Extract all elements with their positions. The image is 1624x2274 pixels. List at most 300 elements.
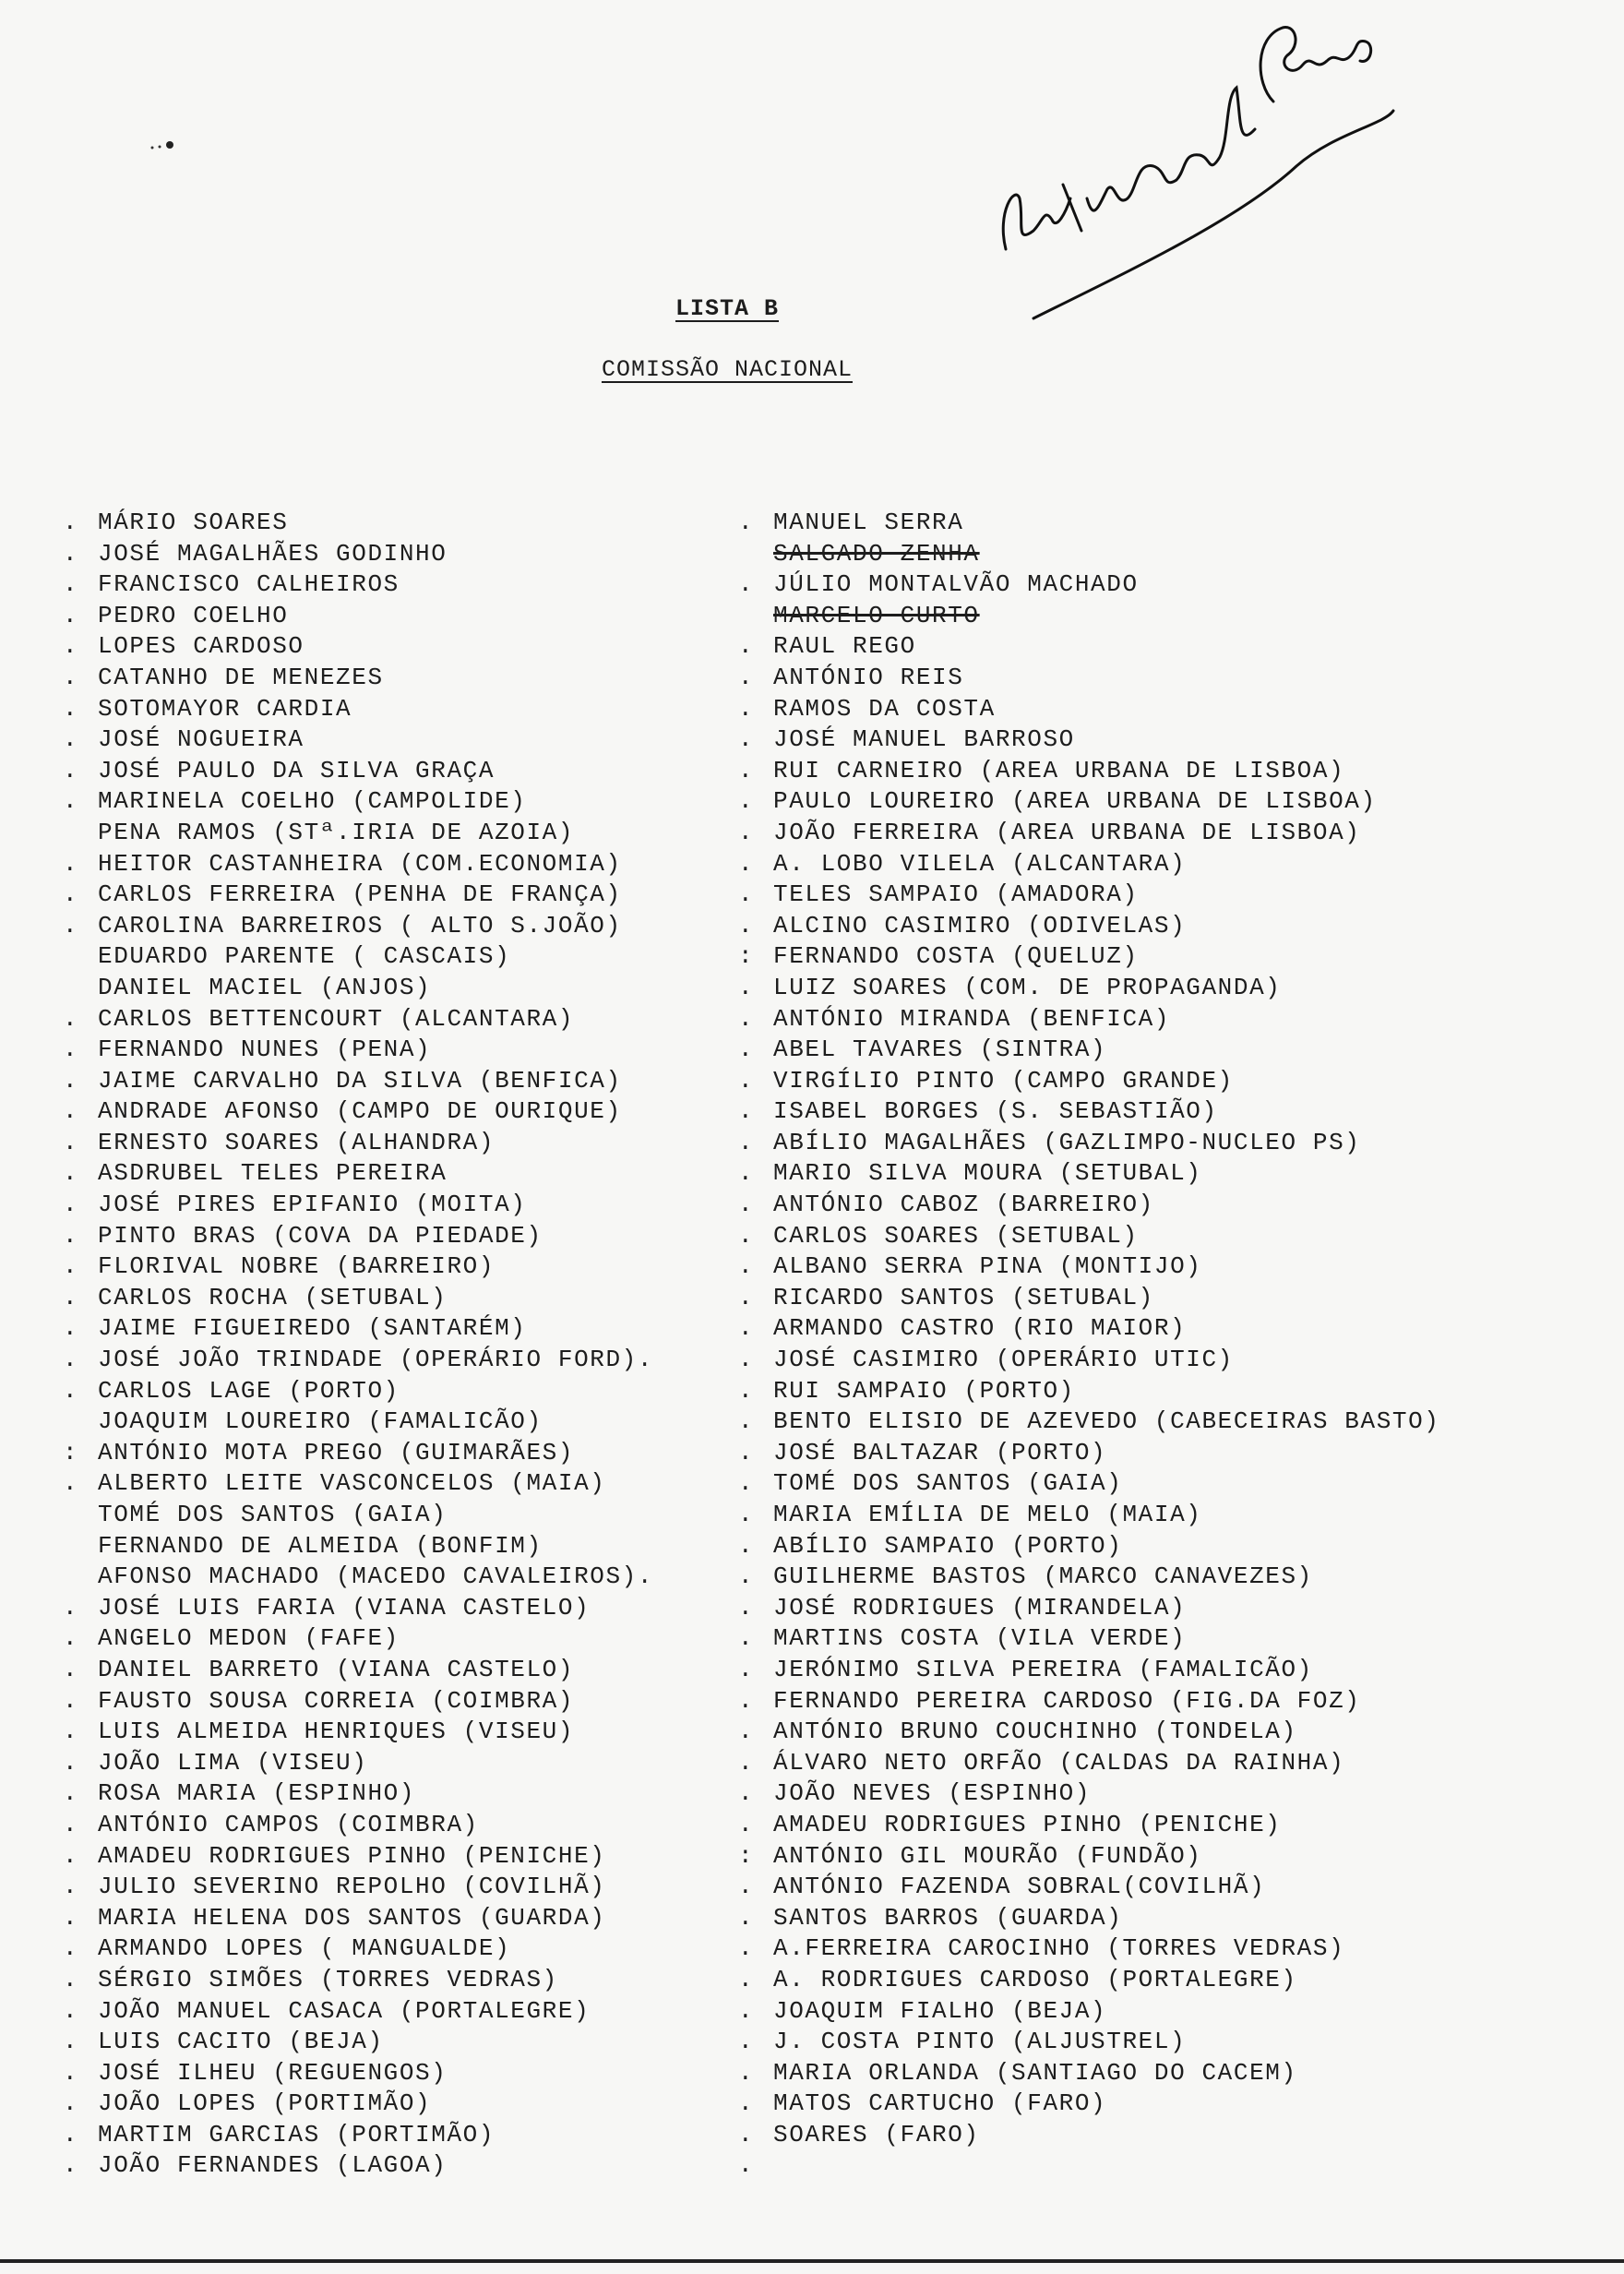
bullet-mark: . bbox=[738, 1469, 755, 1498]
member-name: TOMÉ DOS SANTOS (GAIA) bbox=[98, 1501, 448, 1528]
member-name: TELES SAMPAIO (AMADORA) bbox=[773, 880, 1139, 909]
bullet-mark: . bbox=[738, 1531, 755, 1560]
list-item bbox=[738, 1593, 1596, 1624]
list-item bbox=[738, 786, 1596, 818]
list-item bbox=[63, 1406, 736, 1438]
member-name: ABÍLIO SAMPAIO (PORTO) bbox=[773, 1531, 1123, 1560]
member-name: ANGELO MEDON (FAFE) bbox=[98, 1624, 400, 1653]
list-item bbox=[63, 1096, 736, 1128]
list-item bbox=[738, 1562, 1596, 1593]
bullet-mark: . bbox=[738, 1035, 755, 1064]
bullet-mark: . bbox=[738, 756, 755, 784]
list-item bbox=[63, 1841, 736, 1873]
list-item bbox=[63, 1500, 736, 1531]
bullet-mark: . bbox=[63, 509, 79, 536]
member-name: ANTÓNIO REIS bbox=[773, 663, 964, 691]
list-item bbox=[63, 1965, 736, 1996]
bullet-mark: . bbox=[738, 973, 755, 1001]
bullet-mark: . bbox=[738, 694, 755, 723]
bullet-mark: . bbox=[738, 1593, 755, 1622]
bullet-mark: . bbox=[738, 1159, 755, 1188]
bullet-mark: . bbox=[63, 601, 79, 629]
member-name: RAMOS DA COSTA bbox=[773, 694, 996, 723]
list-item bbox=[738, 663, 1596, 694]
member-name: FERNANDO COSTA (QUELUZ) bbox=[773, 942, 1139, 971]
list-item bbox=[63, 880, 736, 911]
member-name: JULIO SEVERINO REPOLHO (COVILHÃ) bbox=[98, 1873, 606, 1901]
member-name: ALBERTO LEITE VASCONCELOS (MAIA) bbox=[98, 1469, 606, 1498]
list-item bbox=[738, 1406, 1596, 1438]
member-name: CARLOS ROCHA (SETUBAL) bbox=[98, 1283, 448, 1311]
list-item bbox=[738, 1158, 1596, 1190]
member-name: LUIS CACITO (BEJA) bbox=[98, 2028, 384, 2056]
bullet-mark: . bbox=[63, 1996, 79, 2025]
member-name: LUIS ALMEIDA HENRIQUES (VISEU) bbox=[98, 1717, 575, 1746]
bullet-mark: . bbox=[63, 1934, 79, 1963]
member-name: RUI SAMPAIO (PORTO) bbox=[773, 1376, 1075, 1405]
list-item bbox=[63, 1313, 736, 1345]
member-name: MÁRIO SOARES bbox=[98, 509, 289, 536]
list-item bbox=[738, 849, 1596, 880]
bullet-mark: . bbox=[738, 2120, 755, 2148]
member-name: RAUL REGO bbox=[773, 632, 916, 661]
bullet-mark: . bbox=[738, 1097, 755, 1126]
list-item bbox=[63, 1035, 736, 1066]
member-name: AMADEU RODRIGUES PINHO (PENICHE) bbox=[773, 1810, 1282, 1838]
bullet-mark: : bbox=[738, 1841, 755, 1870]
bullet-mark: . bbox=[63, 1159, 79, 1188]
bullet-mark: . bbox=[63, 570, 79, 599]
member-name: ROSA MARIA (ESPINHO) bbox=[98, 1779, 416, 1808]
list-item bbox=[738, 1748, 1596, 1779]
bullet-mark: . bbox=[738, 570, 755, 599]
list-item bbox=[63, 756, 736, 787]
bullet-mark: . bbox=[63, 725, 79, 754]
bullet-mark: . bbox=[63, 1779, 79, 1808]
list-item bbox=[63, 1438, 736, 1469]
list-item bbox=[63, 2058, 736, 2089]
list-item bbox=[63, 1933, 736, 1965]
bullet-mark: . bbox=[63, 2120, 79, 2148]
list-item bbox=[738, 941, 1596, 973]
list-item bbox=[63, 1655, 736, 1686]
list-item bbox=[63, 941, 736, 973]
bullet-mark: . bbox=[738, 911, 755, 940]
member-name: CARLOS LAGE (PORTO) bbox=[98, 1376, 400, 1405]
list-item bbox=[63, 1190, 736, 1221]
bullet-mark: . bbox=[63, 539, 79, 568]
bullet-mark: . bbox=[63, 1191, 79, 1219]
list-item bbox=[63, 508, 736, 539]
member-name: JERÓNIMO SILVA PEREIRA (FAMALICÃO) bbox=[773, 1655, 1313, 1683]
member-name: SOARES (FARO) bbox=[773, 2120, 980, 2148]
bullet-mark: . bbox=[738, 1873, 755, 1901]
bullet-mark: . bbox=[738, 787, 755, 816]
member-name: ISABEL BORGES (S. SEBASTIÃO) bbox=[773, 1097, 1218, 1126]
member-name: JOSÉ LUIS FARIA (VIANA CASTELO) bbox=[98, 1593, 591, 1622]
member-name: FERNANDO NUNES (PENA) bbox=[98, 1035, 432, 1064]
bullet-mark: . bbox=[63, 1593, 79, 1622]
bullet-mark: . bbox=[63, 1346, 79, 1374]
bullet-mark: . bbox=[63, 663, 79, 691]
list-item bbox=[63, 2120, 736, 2151]
bullet-mark: . bbox=[738, 1346, 755, 1374]
bullet-mark: . bbox=[63, 880, 79, 909]
member-name: AFONSO MACHADO (MACEDO CAVALEIROS). bbox=[98, 1562, 654, 1591]
list-item bbox=[63, 1748, 736, 1779]
list-item bbox=[63, 1872, 736, 1903]
bullet-mark: . bbox=[63, 1655, 79, 1683]
member-name: GUILHERME BASTOS (MARCO CANAVEZES) bbox=[773, 1562, 1313, 1591]
member-name: PINTO BRAS (COVA DA PIEDADE) bbox=[98, 1221, 543, 1250]
member-name: FRANCISCO CALHEIROS bbox=[98, 570, 400, 599]
list-item bbox=[63, 1686, 736, 1717]
list-item bbox=[63, 1251, 736, 1283]
list-item bbox=[738, 631, 1596, 663]
bullet-mark: . bbox=[738, 2028, 755, 2056]
member-name: MARTIM GARCIAS (PORTIMÃO) bbox=[98, 2120, 496, 2148]
bullet-mark: . bbox=[738, 1965, 755, 1993]
member-name: CAROLINA BARREIROS ( ALTO S.JOÃO) bbox=[98, 911, 622, 940]
member-name: BENTO ELISIO DE AZEVEDO (CABECEIRAS BASTO) bbox=[773, 1407, 1440, 1436]
member-name: SANTOS BARROS (GUARDA) bbox=[773, 1903, 1123, 1932]
list-item bbox=[738, 1221, 1596, 1252]
list-item bbox=[63, 849, 736, 880]
member-name: RUI CARNEIRO (AREA URBANA DE LISBOA) bbox=[773, 756, 1345, 784]
member-name: ABEL TAVARES (SINTRA) bbox=[773, 1035, 1107, 1064]
list-item bbox=[738, 1313, 1596, 1345]
member-name: A. LOBO VILELA (ALCANTARA) bbox=[773, 849, 1187, 878]
bullet-mark: . bbox=[738, 2058, 755, 2087]
member-name: DANIEL MACIEL (ANJOS) bbox=[98, 973, 432, 1001]
bullet-mark: . bbox=[738, 1903, 755, 1932]
member-name: ANTÓNIO CABOZ (BARREIRO) bbox=[773, 1191, 1154, 1219]
member-name: MARTINS COSTA (VILA VERDE) bbox=[773, 1624, 1187, 1653]
bullet-mark: . bbox=[738, 1252, 755, 1281]
member-name: CARLOS FERREIRA (PENHA DE FRANÇA) bbox=[98, 880, 622, 909]
bullet-mark: . bbox=[738, 1283, 755, 1311]
member-name: DANIEL BARRETO (VIANA CASTELO) bbox=[98, 1655, 575, 1683]
bullet-mark: . bbox=[738, 1779, 755, 1808]
bullet-mark: . bbox=[738, 1624, 755, 1653]
bullet-mark: . bbox=[738, 2089, 755, 2118]
list-item bbox=[738, 1655, 1596, 1686]
bullet-mark: . bbox=[738, 1934, 755, 1963]
list-item bbox=[738, 1872, 1596, 1903]
bullet-mark: . bbox=[63, 1035, 79, 1064]
list-item bbox=[738, 1717, 1596, 1748]
member-name: ANTÓNIO CAMPOS (COIMBRA) bbox=[98, 1810, 479, 1838]
member-name: ANTÓNIO MOTA PREGO (GUIMARÃES) bbox=[98, 1438, 575, 1466]
member-name: MANUEL SERRA bbox=[773, 509, 964, 536]
member-name: FAUSTO SOUSA CORREIA (COIMBRA) bbox=[98, 1686, 575, 1715]
list-item bbox=[63, 911, 736, 942]
list-item bbox=[738, 2150, 1596, 2182]
member-name: MARIA EMÍLIA DE MELO (MAIA) bbox=[773, 1501, 1202, 1528]
member-name: AMADEU RODRIGUES PINHO (PENICHE) bbox=[98, 1841, 606, 1870]
list-item bbox=[738, 1190, 1596, 1221]
member-name: A.FERREIRA CAROCINHO (TORRES VEDRAS) bbox=[773, 1934, 1345, 1963]
bullet-mark: . bbox=[738, 1191, 755, 1219]
member-name: VIRGÍLIO PINTO (CAMPO GRANDE) bbox=[773, 1066, 1234, 1095]
list-item bbox=[738, 1933, 1596, 1965]
member-name: CARLOS BETTENCOURT (ALCANTARA) bbox=[98, 1004, 575, 1033]
list-item bbox=[738, 1778, 1596, 1810]
member-name: JOÃO LIMA (VISEU) bbox=[98, 1748, 368, 1777]
member-name: CATANHO DE MENEZES bbox=[98, 663, 384, 691]
bullet-mark: . bbox=[63, 787, 79, 816]
bullet-mark: . bbox=[738, 818, 755, 846]
member-name: JOÃO NEVES (ESPINHO) bbox=[773, 1779, 1092, 1808]
member-name: JOSÉ PIRES EPIFANIO (MOITA) bbox=[98, 1191, 527, 1219]
list-item bbox=[738, 1345, 1596, 1376]
bullet-mark: : bbox=[738, 942, 755, 971]
bullet-mark: . bbox=[63, 1965, 79, 1993]
list-item bbox=[63, 2088, 736, 2120]
page-title: LISTA B bbox=[675, 295, 780, 322]
bullet-mark: . bbox=[63, 1283, 79, 1311]
member-name: RICARDO SANTOS (SETUBAL) bbox=[773, 1283, 1154, 1311]
bullet-mark: . bbox=[738, 632, 755, 661]
member-name: JOSÉ BALTAZAR (PORTO) bbox=[773, 1438, 1107, 1466]
member-name: ÁLVARO NETO ORFÃO (CALDAS DA RAINHA) bbox=[773, 1748, 1345, 1777]
bullet-mark: . bbox=[63, 632, 79, 661]
member-name: JOSÉ CASIMIRO (OPERÁRIO UTIC) bbox=[773, 1346, 1234, 1374]
list-item bbox=[738, 1468, 1596, 1500]
list-item bbox=[63, 631, 736, 663]
ink-speck bbox=[148, 137, 175, 155]
list-item bbox=[63, 1810, 736, 1841]
list-item bbox=[738, 911, 1596, 942]
bullet-mark: . bbox=[63, 1810, 79, 1838]
bullet-mark: . bbox=[63, 1314, 79, 1343]
member-name: LOPES CARDOSO bbox=[98, 632, 304, 661]
bullet-mark: . bbox=[738, 1221, 755, 1250]
right-name-column bbox=[738, 508, 1596, 2182]
bullet-mark: . bbox=[63, 2151, 79, 2180]
member-name: ABÍLIO MAGALHÃES (GAZLIMPO-NUCLEO PS) bbox=[773, 1128, 1361, 1156]
bullet-mark: . bbox=[63, 2028, 79, 2056]
member-name: A. RODRIGUES CARDOSO (PORTALEGRE) bbox=[773, 1965, 1297, 1993]
member-name: ANTÓNIO BRUNO COUCHINHO (TONDELA) bbox=[773, 1717, 1297, 1746]
list-item bbox=[738, 694, 1596, 725]
list-item bbox=[63, 569, 736, 601]
page-subtitle: COMISSÃO NACIONAL bbox=[601, 356, 854, 383]
bullet-mark: . bbox=[63, 1469, 79, 1498]
list-item bbox=[63, 663, 736, 694]
list-item bbox=[738, 1376, 1596, 1407]
list-item bbox=[738, 2120, 1596, 2151]
bullet-mark: . bbox=[738, 1128, 755, 1156]
bullet-mark: . bbox=[738, 1996, 755, 2025]
bullet-mark: . bbox=[63, 694, 79, 723]
member-name: MARINELA COELHO (CAMPOLIDE) bbox=[98, 787, 527, 816]
bullet-mark: . bbox=[63, 756, 79, 784]
member-name: FLORIVAL NOBRE (BARREIRO) bbox=[98, 1252, 496, 1281]
bullet-mark: . bbox=[63, 1624, 79, 1653]
bullet-mark: . bbox=[63, 1686, 79, 1715]
member-name: ERNESTO SOARES (ALHANDRA) bbox=[98, 1128, 496, 1156]
list-item bbox=[63, 1004, 736, 1035]
list-item bbox=[63, 601, 736, 632]
list-item bbox=[63, 973, 736, 1004]
bullet-mark: . bbox=[738, 880, 755, 909]
list-item bbox=[63, 1778, 736, 1810]
list-item bbox=[738, 508, 1596, 539]
list-item bbox=[738, 601, 1596, 632]
list-item bbox=[63, 539, 736, 570]
bullet-mark: . bbox=[738, 509, 755, 536]
member-name: SÉRGIO SIMÕES (TORRES VEDRAS) bbox=[98, 1965, 558, 1993]
list-item bbox=[738, 1500, 1596, 1531]
list-item bbox=[738, 1438, 1596, 1469]
list-item bbox=[63, 1593, 736, 1624]
member-name: JOSÉ MANUEL BARROSO bbox=[773, 725, 1075, 754]
member-name: JAIME FIGUEIREDO (SANTARÉM) bbox=[98, 1314, 527, 1343]
member-name: ARMANDO CASTRO (RIO MAIOR) bbox=[773, 1314, 1187, 1343]
bullet-mark: . bbox=[63, 1717, 79, 1746]
bullet-mark: . bbox=[738, 1066, 755, 1095]
bullet-mark: . bbox=[738, 1717, 755, 1746]
member-name: JAIME CARVALHO DA SILVA (BENFICA) bbox=[98, 1066, 622, 1095]
list-item bbox=[63, 1562, 736, 1593]
list-item bbox=[63, 1128, 736, 1159]
member-name: ANTÓNIO GIL MOURÃO (FUNDÃO) bbox=[773, 1841, 1202, 1870]
list-item bbox=[738, 1128, 1596, 1159]
list-item bbox=[738, 756, 1596, 787]
member-name: MARIA HELENA DOS SANTOS (GUARDA) bbox=[98, 1903, 606, 1932]
bullet-mark: . bbox=[63, 911, 79, 940]
bullet-mark: . bbox=[63, 1097, 79, 1126]
bullet-mark: . bbox=[738, 1748, 755, 1777]
member-name: ALCINO CASIMIRO (ODIVELAS) bbox=[773, 911, 1187, 940]
member-name: MATOS CARTUCHO (FARO) bbox=[773, 2089, 1107, 2118]
bullet-mark: . bbox=[63, 1004, 79, 1033]
list-item bbox=[63, 1158, 736, 1190]
member-name: FERNANDO PEREIRA CARDOSO (FIG.DA FOZ) bbox=[773, 1686, 1361, 1715]
member-name: PAULO LOUREIRO (AREA URBANA DE LISBOA) bbox=[773, 787, 1377, 816]
list-item bbox=[738, 1903, 1596, 1934]
list-item bbox=[63, 1283, 736, 1314]
list-item bbox=[738, 1066, 1596, 1097]
member-name: J. COSTA PINTO (ALJUSTREL) bbox=[773, 2028, 1187, 2056]
bullet-mark: . bbox=[63, 1252, 79, 1281]
bullet-mark: . bbox=[738, 1686, 755, 1715]
member-name: ALBANO SERRA PINA (MONTIJO) bbox=[773, 1252, 1202, 1281]
bullet-mark: . bbox=[63, 1903, 79, 1932]
list-item bbox=[63, 1376, 736, 1407]
list-item bbox=[738, 569, 1596, 601]
list-item bbox=[738, 539, 1596, 570]
bullet-mark: . bbox=[63, 1128, 79, 1156]
member-name: ANTÓNIO FAZENDA SOBRAL(COVILHÃ) bbox=[773, 1873, 1266, 1901]
bullet-mark: . bbox=[63, 1873, 79, 1901]
bullet-mark: . bbox=[63, 1221, 79, 1250]
bullet-mark: . bbox=[738, 849, 755, 878]
member-name: TOMÉ DOS SANTOS (GAIA) bbox=[773, 1469, 1123, 1498]
list-item bbox=[738, 1623, 1596, 1655]
list-item bbox=[738, 2027, 1596, 2058]
member-name: SALGADO ZENHA bbox=[773, 539, 980, 568]
bullet-mark: . bbox=[63, 1066, 79, 1095]
member-name: PENA RAMOS (STª.IRIA DE AZOIA) bbox=[98, 818, 575, 846]
bullet-mark: : bbox=[63, 1438, 79, 1466]
member-name: JOSÉ NOGUEIRA bbox=[98, 725, 304, 754]
bullet-mark: . bbox=[738, 1655, 755, 1683]
list-item bbox=[63, 1066, 736, 1097]
bullet-mark: . bbox=[738, 725, 755, 754]
bullet-mark: . bbox=[63, 1841, 79, 1870]
list-item bbox=[63, 1345, 736, 1376]
member-name: HEITOR CASTANHEIRA (COM.ECONOMIA) bbox=[98, 849, 622, 878]
list-item bbox=[63, 1996, 736, 2028]
bottom-edge-line bbox=[0, 2259, 1624, 2263]
list-item bbox=[738, 818, 1596, 849]
list-item bbox=[738, 880, 1596, 911]
member-name: JOSÉ ILHEU (REGUENGOS) bbox=[98, 2058, 448, 2087]
bullet-mark: . bbox=[738, 2151, 755, 2180]
list-item bbox=[738, 1035, 1596, 1066]
bullet-mark: . bbox=[738, 1407, 755, 1436]
bullet-mark: . bbox=[738, 1438, 755, 1466]
list-item bbox=[63, 1531, 736, 1562]
bullet-mark: . bbox=[738, 1004, 755, 1033]
left-name-column bbox=[63, 508, 736, 2182]
bullet-mark: . bbox=[63, 849, 79, 878]
list-item bbox=[738, 973, 1596, 1004]
member-name: LUIZ SOARES (COM. DE PROPAGANDA) bbox=[773, 973, 1282, 1001]
member-name: MARCELO CURTO bbox=[773, 601, 980, 629]
bullet-mark: . bbox=[738, 1376, 755, 1405]
list-item bbox=[738, 1531, 1596, 1562]
member-name: EDUARDO PARENTE ( CASCAIS) bbox=[98, 942, 511, 971]
list-item bbox=[63, 1221, 736, 1252]
member-name: SOTOMAYOR CARDIA bbox=[98, 694, 352, 723]
bullet-mark: . bbox=[63, 2089, 79, 2118]
handwritten-annotation bbox=[978, 0, 1412, 332]
list-item bbox=[738, 1096, 1596, 1128]
bullet-mark: . bbox=[63, 2058, 79, 2087]
bullet-mark: . bbox=[63, 1748, 79, 1777]
list-item bbox=[738, 1283, 1596, 1314]
list-item bbox=[63, 818, 736, 849]
list-item bbox=[63, 1903, 736, 1934]
list-item bbox=[63, 2027, 736, 2058]
list-item bbox=[63, 2150, 736, 2182]
member-name: ASDRUBEL TELES PEREIRA bbox=[98, 1159, 448, 1188]
list-item bbox=[63, 1468, 736, 1500]
list-item bbox=[63, 1717, 736, 1748]
member-name: JÚLIO MONTALVÃO MACHADO bbox=[773, 570, 1139, 599]
member-name: MARIO SILVA MOURA (SETUBAL) bbox=[773, 1159, 1202, 1188]
member-name: JOÃO FERREIRA (AREA URBANA DE LISBOA) bbox=[773, 818, 1361, 846]
list-item bbox=[738, 1841, 1596, 1873]
list-item bbox=[63, 1623, 736, 1655]
member-name: ANTÓNIO MIRANDA (BENFICA) bbox=[773, 1004, 1171, 1033]
member-name: JOAQUIM LOUREIRO (FAMALICÃO) bbox=[98, 1407, 543, 1436]
bullet-mark: . bbox=[738, 1314, 755, 1343]
list-item bbox=[738, 724, 1596, 756]
member-name: FERNANDO DE ALMEIDA (BONFIM) bbox=[98, 1531, 543, 1560]
member-name: ANDRADE AFONSO (CAMPO DE OURIQUE) bbox=[98, 1097, 622, 1126]
list-item bbox=[63, 724, 736, 756]
member-name: CARLOS SOARES (SETUBAL) bbox=[773, 1221, 1139, 1250]
list-item bbox=[738, 1251, 1596, 1283]
member-name: JOÃO MANUEL CASACA (PORTALEGRE) bbox=[98, 1996, 591, 2025]
list-item bbox=[738, 1810, 1596, 1841]
member-name: JOÃO LOPES (PORTIMÃO) bbox=[98, 2089, 432, 2118]
list-item bbox=[738, 1004, 1596, 1035]
